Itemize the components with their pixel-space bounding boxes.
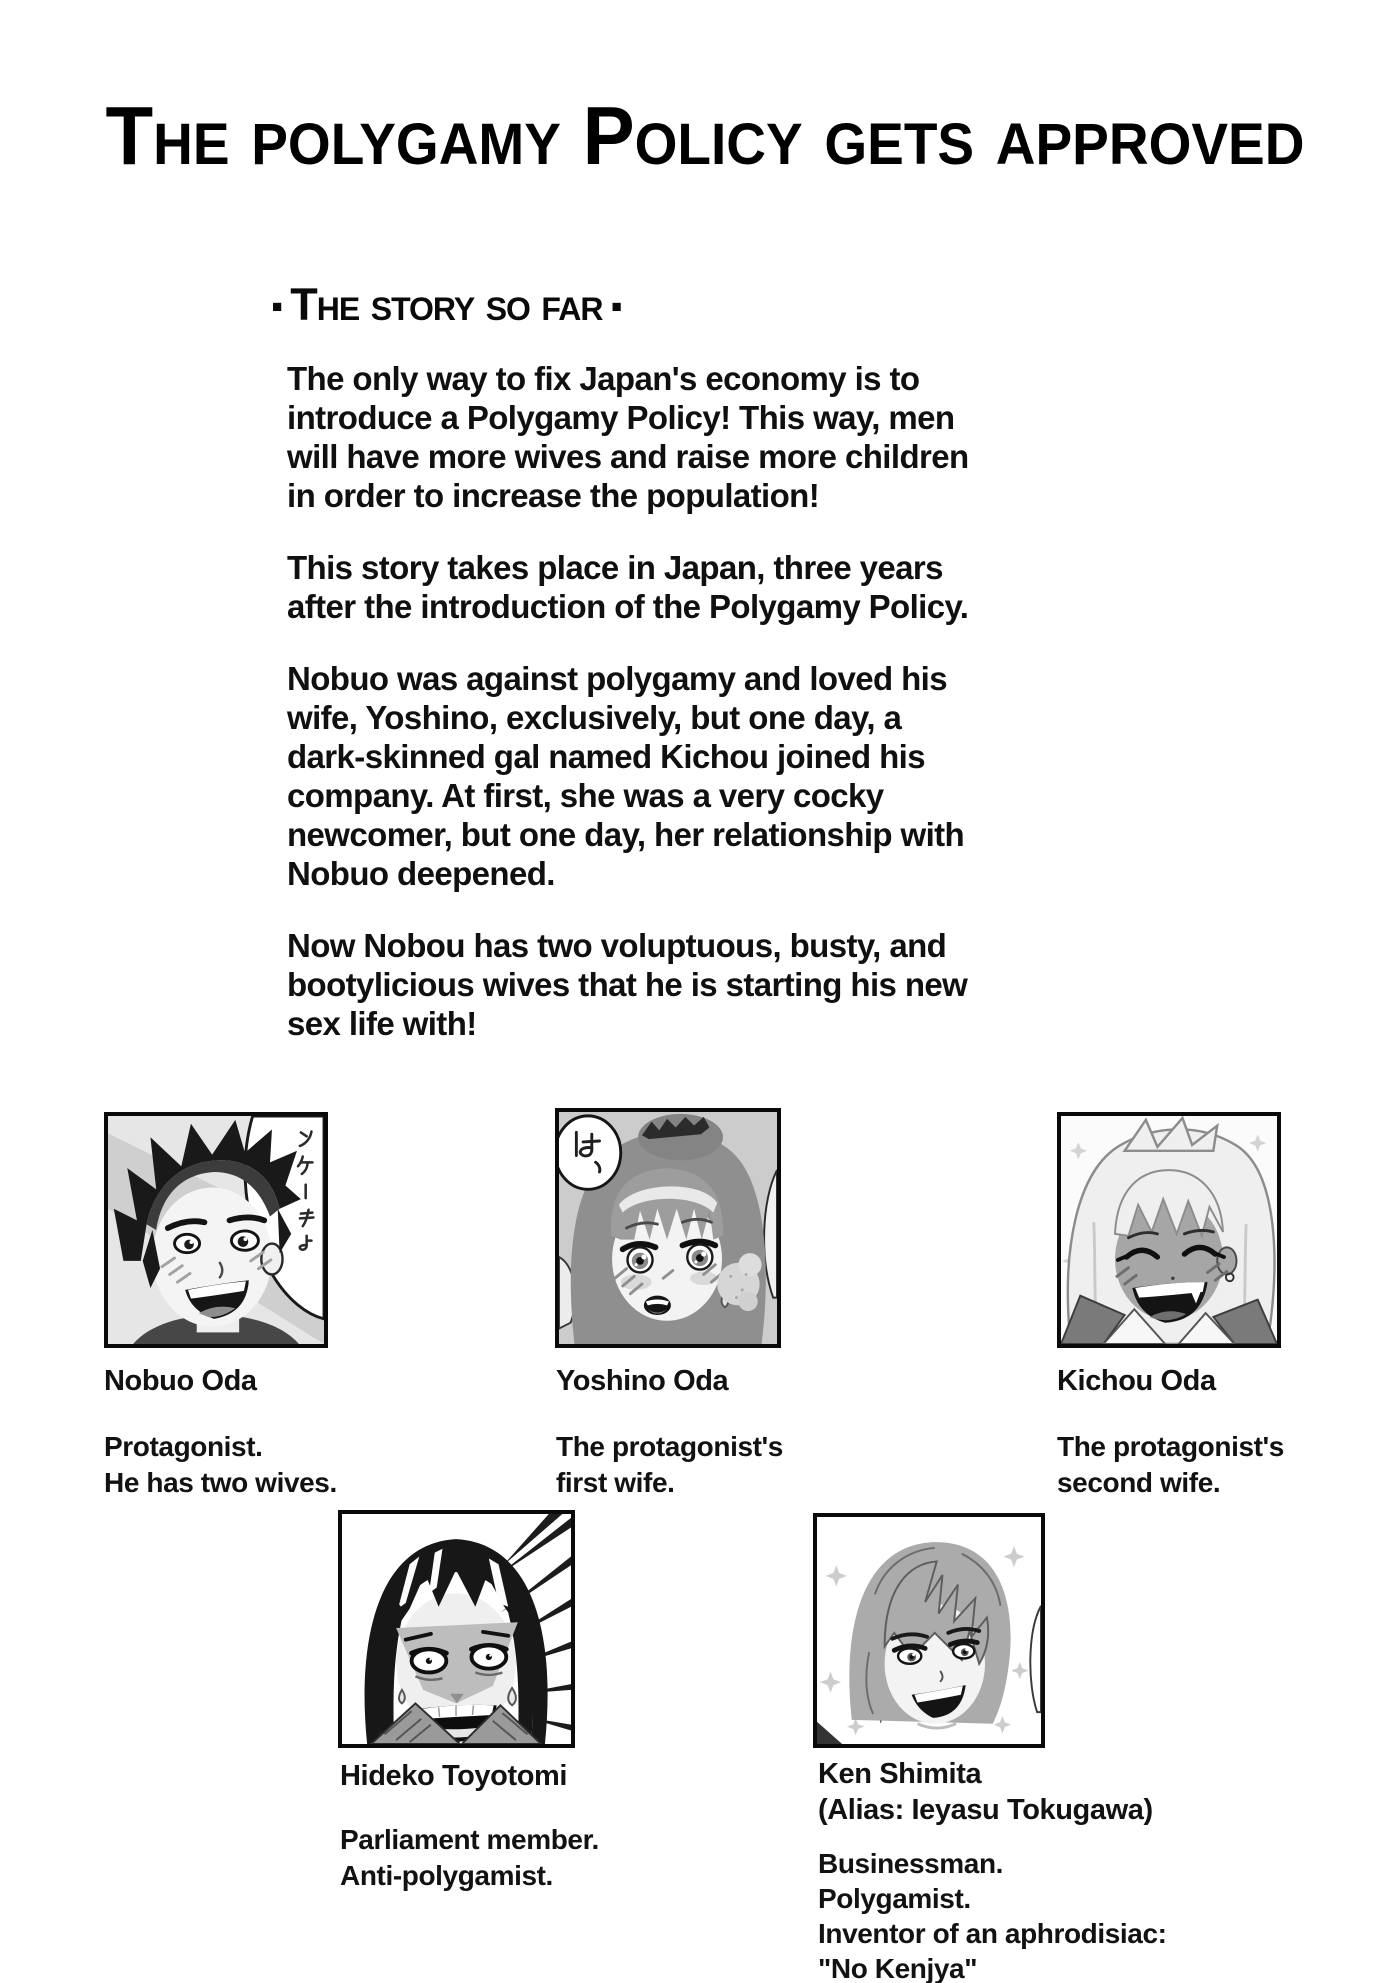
character-portrait-yoshino [555, 1108, 781, 1348]
hideko-portrait-art [342, 1514, 571, 1744]
character-portrait-kichou [1057, 1112, 1281, 1348]
nobuo-portrait-art [108, 1116, 324, 1344]
story-paragraph-1: The only way to fix Japan's economy is to introduce a Polygamy Policy! This way, men will have more wives and raise more children in order to increase the population! [287, 360, 969, 514]
kichou-portrait-art [1061, 1116, 1277, 1344]
character-desc-ken: Businessman. Polygamist. Inventor of an aphrodisiac: "No Kenjya" [818, 1848, 1167, 1983]
character-desc-nobuo: Protagonist. He has two wives. [104, 1431, 337, 1498]
character-desc-yoshino: The protagonist's first wife. [556, 1431, 783, 1498]
character-name-ken: Ken Shimita (Alias: Ieyasu Tokugawa) [818, 1758, 1153, 1826]
section-heading [272, 279, 621, 330]
character-portrait-hideko [338, 1510, 575, 1748]
story-synopsis [287, 359, 1087, 1043]
character-desc-kichou: The protagonist's second wife. [1057, 1431, 1284, 1498]
story-paragraph-3: Nobuo was against polygamy and loved his wife, Yoshino, exclusively, but one day, a dark-skinned gal named Kichou joined his company. At first, she was a very cocky newcomer, but one day, her relationship with Nobuo deepened. [287, 660, 965, 892]
character-portrait-ken [813, 1513, 1045, 1748]
story-paragraph-4: Now Nobou has two voluptuous, busty, and bootylicious wives that he is starting his new sex life with! [287, 927, 968, 1042]
character-desc-hideko: Parliament member. Anti-polygamist. [340, 1824, 599, 1891]
square-bullet-left: ■ [272, 297, 282, 316]
yoshino-portrait-art [559, 1112, 777, 1344]
character-name-hideko: Hideko Toyotomi [340, 1760, 568, 1792]
story-paragraph-2: This story takes place in Japan, three years after the introduction of the Polygamy Policy. [287, 549, 969, 625]
character-name-yoshino: Yoshino Oda [556, 1365, 729, 1397]
page-title: The polygamy Policy gets approved [105, 88, 1305, 182]
ken-portrait-art [817, 1517, 1041, 1744]
section-heading-label: The story so far [290, 279, 603, 330]
character-name-kichou: Kichou Oda [1057, 1365, 1216, 1397]
character-portrait-nobuo [104, 1112, 328, 1348]
square-bullet-right: ■ [611, 297, 621, 316]
character-name-nobuo: Nobuo Oda [104, 1365, 257, 1397]
